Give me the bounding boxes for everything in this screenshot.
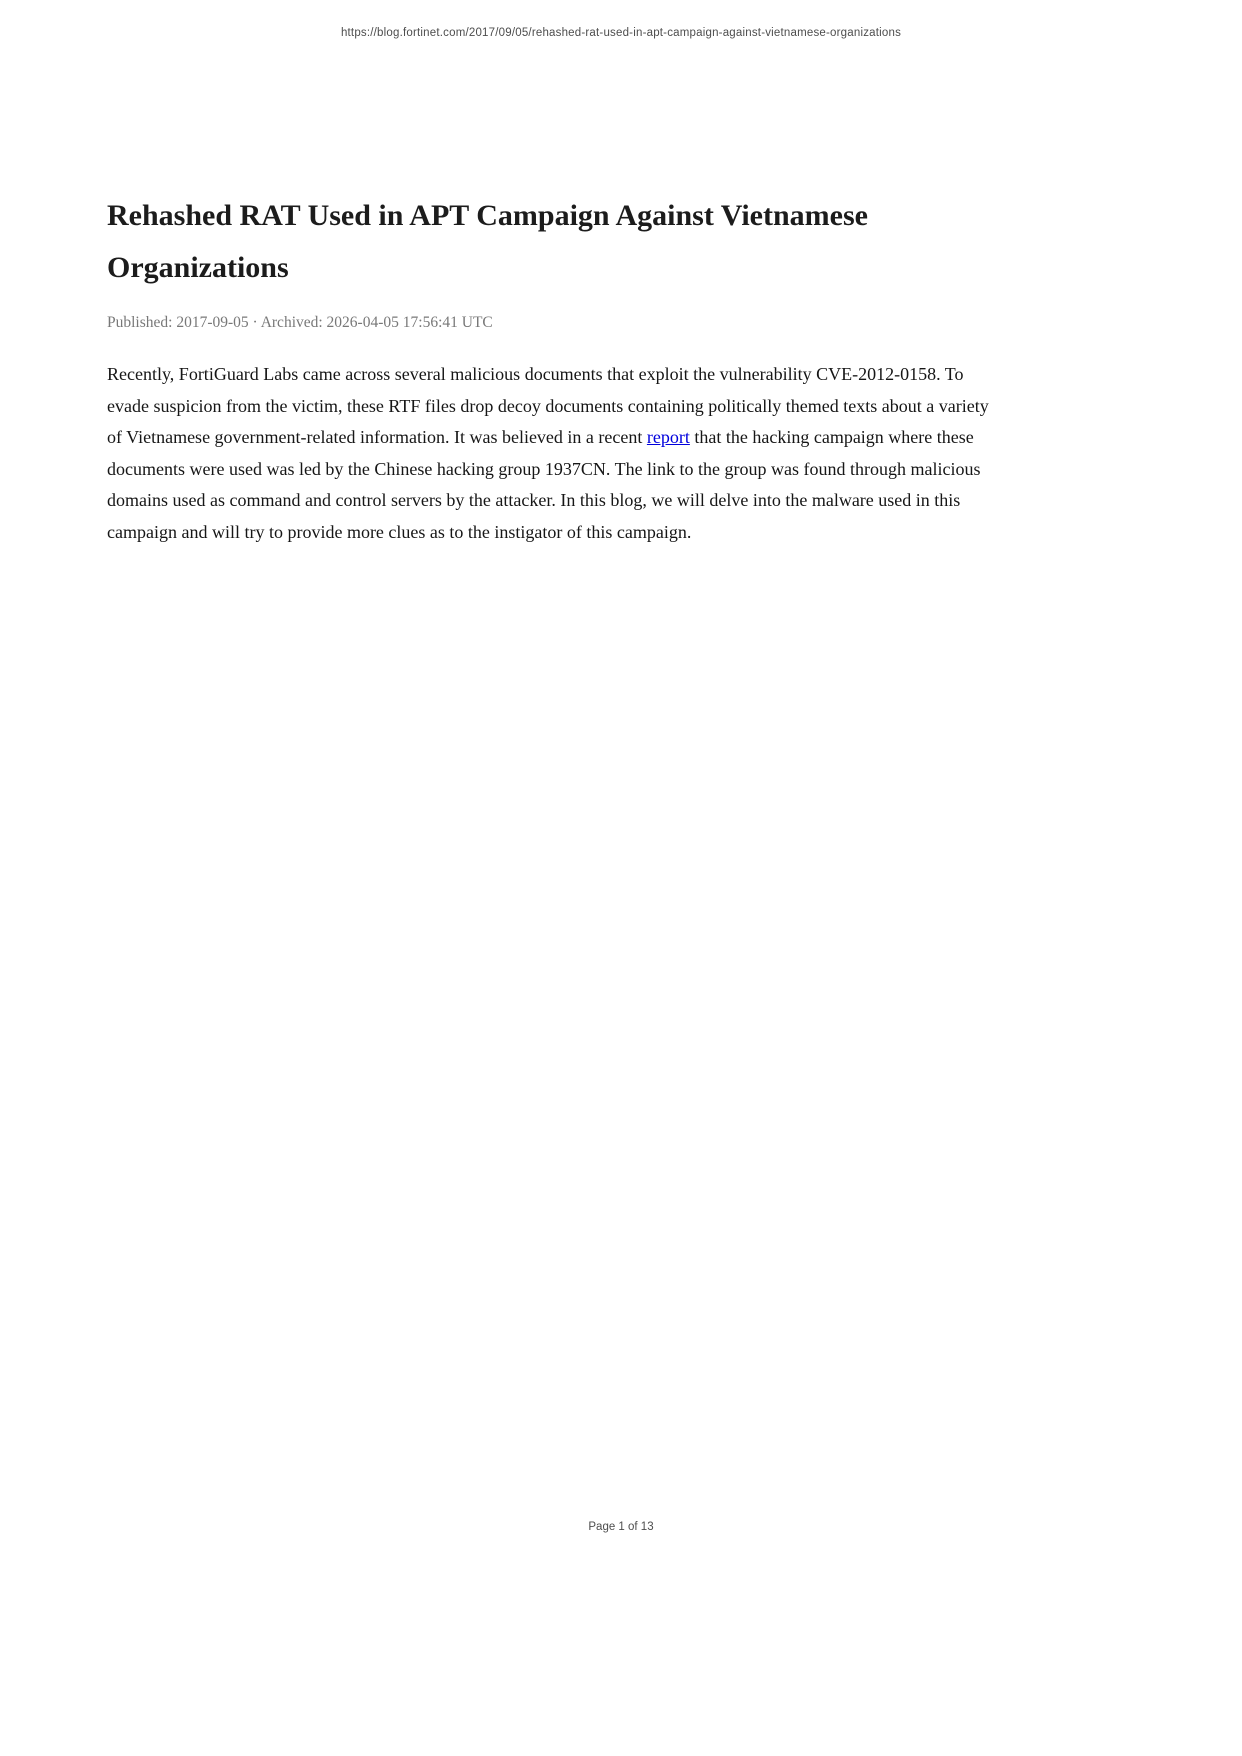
- page-footer: Page 1 of 13: [588, 1521, 654, 1533]
- page-header-url: https://blog.fortinet.com/2017/09/05/rehashed-rat-used-in-apt-campaign-against-vietnamese-organizations: [340, 27, 902, 39]
- article-title: Rehashed RAT Used in APT Campaign Against Vietnamese Organizations: [107, 199, 868, 284]
- article-content: [107, 190, 1002, 548]
- report-link[interactable]: report: [646, 427, 690, 447]
- article-paragraph: [107, 359, 1002, 548]
- paragraph-text-after-link: that the hacking campaign where these documents were used was led by the Chinese hacking group 1937CN. The link to the group was found through malicious domains used as command and control servers by the attacker. In this blog, we will delve into the malware used in this campaign and will try to provide more clues as to the instigator of this campaign.: [107, 427, 981, 542]
- paragraph-text-before-link: Recently, FortiGuard Labs came across several malicious documents that exploit the vulnerability CVE-2012-0158. To evade suspicion from the victim, these RTF files drop decoy documents containing politically themed texts about a variety of Vietnamese government-related information. It was believed in a recent: [107, 364, 989, 447]
- article-meta: Published: 2017-09-05 · Archived: 2026-04-05 17:56:41 UTC: [107, 314, 493, 331]
